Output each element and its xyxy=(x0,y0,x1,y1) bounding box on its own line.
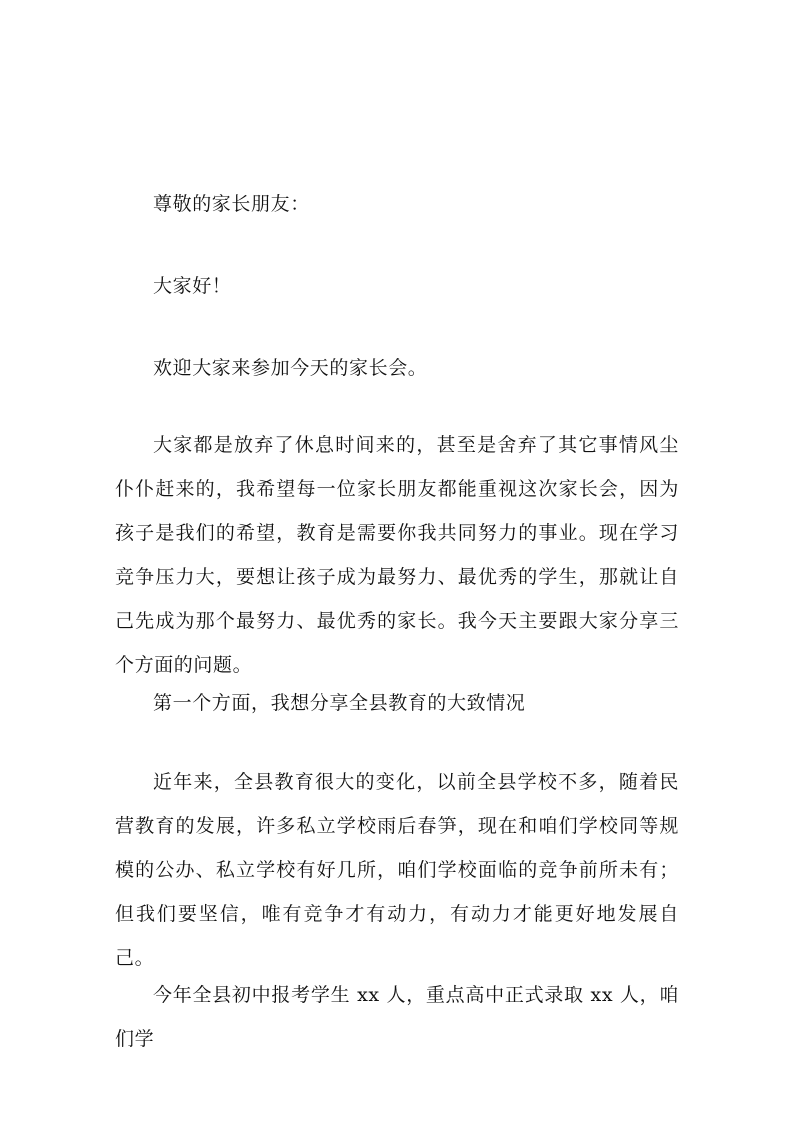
enrollment-paragraph: 今年全县初中报考学生 xx 人，重点高中正式录取 xx 人，咱们学 xyxy=(115,984,679,1050)
salutation: 尊敬的家长朋友： xyxy=(153,193,310,215)
section-heading-1: 第一个方面，我想分享全县教育的大致情况 xyxy=(153,692,526,714)
county-education-paragraph: 近年来，全县教育很大的变化，以前全县学校不多，随着民营教育的发展，许多私立学校雨后春笋，现在和咱们学校同等规模的公办、私立学校有好几所，咱们学校面临的竞争前所未有；但我们要坚信，唯有竞争才有动力，有动力才能更好地发展自己。 xyxy=(115,771,679,969)
intro-paragraph: 大家都是放弃了休息时间来的，甚至是舍弃了其它事情风尘仆仆赶来的，我希望每一位家长朋友都能重视这次家长会，因为孩子是我们的希望，教育是需要你我共同努力的事业。现在学习竞争压力大，要想让孩子成为最努力、最优秀的学生，那就让自己先成为那个最努力、最优秀的家长。我今天主要跟大家分享三个方面的问题。 xyxy=(115,434,679,676)
greeting: 大家好！ xyxy=(153,275,232,297)
welcome-paragraph: 欢迎大家来参加今天的家长会。 xyxy=(153,357,428,379)
